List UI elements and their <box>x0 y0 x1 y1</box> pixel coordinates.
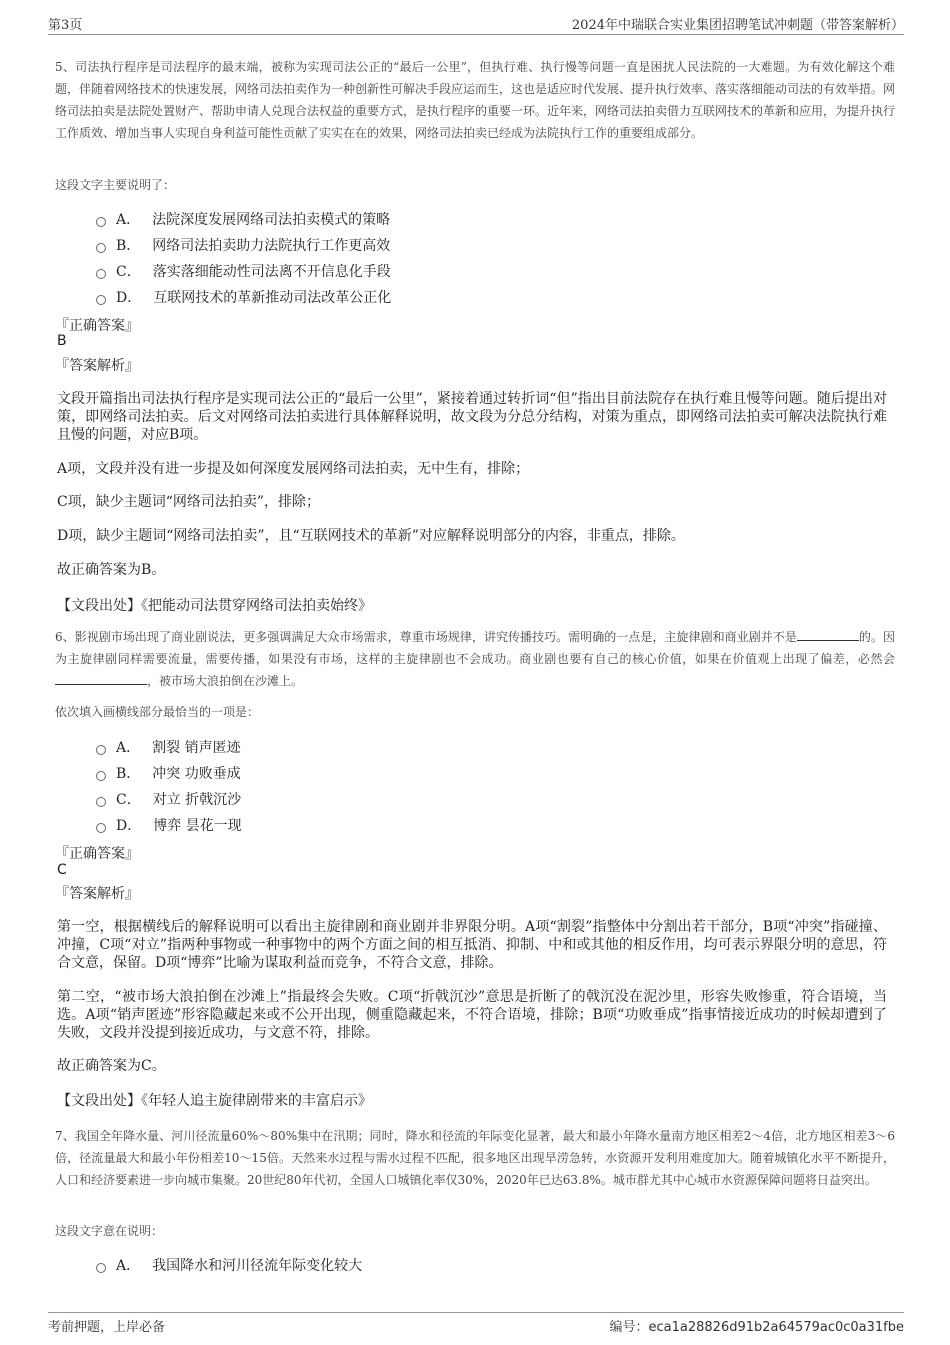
option-text: 网络司法拍卖助力法院执行工作更高效 <box>152 238 391 254</box>
option-letter: D． <box>116 818 142 834</box>
code-value: eca1a28826d91b2a64579ac0c0a31fbe <box>648 1320 904 1335</box>
radio-icon[interactable] <box>96 295 106 305</box>
q5-option-c[interactable] <box>96 260 391 282</box>
source-line <box>57 595 372 615</box>
source-title: 《把能动司法贯穿网络司法拍卖始终》 <box>141 598 372 614</box>
question-5-text: 5、司法执行程序是司法程序的最末端，被称为实现司法公正的“最后一公里”，但执行难、执行慢等问题一直是困扰人民法院的一大难题。为有效化解这个难题，伴随着网络技术的快速发展，网络司法拍卖作为一种创新性可解决手段应运而生，这也是适应时代发展、提升执行效率、落实落细能动司法的有效举措。网络司法拍卖是法院处置财产、帮助申请人兑现合法权益的重要方式，是执行程序的重要一环。近年来，网络司法拍卖借力互联网技术的革新和应用，为提升执行工作质效、增加当事人实现自身利益可能性贡献了实实在在的效果，网络司法拍卖已经成为法院执行工作的重要组成部分。 <box>55 60 896 140</box>
page-header <box>48 12 904 35</box>
analysis-label: 『答案解析』 <box>55 358 139 374</box>
q6-option-a[interactable] <box>96 736 241 758</box>
option-text: 冲突 功败垂成 <box>152 766 241 782</box>
question-7-text: 7、我国全年降水量、河川径流量60%～80%集中在汛期；同时，降水和径流的年际变化显著，最大和最小年降水量南方地区相差2～4倍，北方地区相差3～6倍，径流量最大和最小年份相差10～15倍。天然来水过程与需水过程不匹配，很多地区出现旱涝急转，水资源开发利用难度加大。随着城镇化水平不断提升，人口和经济要素进一步向城市集聚。20世纪80年代初，全国人口城镇化率仅30%，2020年已达63.8%。城市群尤其中心城市水资源保障问题将日益突出。 <box>55 1129 895 1187</box>
radio-icon[interactable] <box>96 771 106 781</box>
analysis-paragraph: 文段开篇指出司法执行程序是实现司法公正的“最后一公里”，紧接着通过转折词“但”指出目前法院存在执行难且慢等问题。随后提出对策，即网络司法拍卖。后文对网络司法拍卖进行具体解释说明，故文段为分总分结构，对策为重点，即网络司法拍卖可解决法院执行难且慢的问题，对应B项。 <box>57 391 887 443</box>
option-letter: D． <box>116 290 142 306</box>
option-letter: C． <box>116 264 141 280</box>
question-6-text <box>55 626 895 692</box>
document-code <box>610 1316 905 1335</box>
option-letter: A． <box>116 1258 141 1274</box>
option-letter: A． <box>116 212 141 228</box>
question-text-part: ，被市场大浪拍倒在沙滩上。 <box>147 674 304 688</box>
radio-icon[interactable] <box>96 823 106 833</box>
footer-slogan: 考前押题，上岸必备 <box>48 1320 166 1335</box>
analysis-paragraph: 第一空，根据横线后的解释说明可以看出主旋律剧和商业剧并非界限分明。A项“割裂”指整体中分割出若干部分，B项“冲突”指碰撞、冲撞，C项“对立”指两种事物或一种事物中的两个方面之间的相互抵消、抑制、中和或其他的相反作用，均可表示界限分明的意思，符合文意，保留。D项“博弈”比喻为谋取利益而竞争，不符合文意，排除。 <box>57 919 887 971</box>
radio-icon[interactable] <box>96 745 106 755</box>
fill-blank-2 <box>55 672 147 685</box>
code-label: 编号： <box>609 1320 649 1335</box>
q7-option-a[interactable] <box>96 1254 362 1276</box>
analysis-paragraph: A项，文段并没有进一步提及如何深度发展网络司法拍卖，无中生有，排除； <box>57 461 530 477</box>
option-text: 对立 折戟沉沙 <box>152 792 242 808</box>
analysis-label: 『答案解析』 <box>55 886 139 902</box>
option-letter: C． <box>116 792 141 808</box>
q6-option-d[interactable] <box>96 814 242 836</box>
option-letter: B． <box>116 766 141 782</box>
radio-icon[interactable] <box>96 269 106 279</box>
analysis-paragraph: C项，缺少主题词“网络司法拍卖”，排除； <box>57 494 321 510</box>
page-footer <box>48 1312 904 1335</box>
question-text-part: 6、影视剧市场出现了商业剧说法，更多强调满足大众市场需求，尊重市场规律，讲究传播技巧。需明确的一点是，主旋律剧和商业剧并不是 <box>55 630 797 644</box>
option-text: 我国降水和河川径流年际变化较大 <box>152 1258 363 1274</box>
question-5-prompt: 这段文字主要说明了： <box>55 178 176 192</box>
option-text: 博弈 昙花一现 <box>153 818 242 834</box>
source-prefix: 【文段出处】 <box>57 1093 141 1109</box>
fill-blank-1 <box>797 628 859 641</box>
correct-answer-label: 『正确答案』 <box>55 846 139 862</box>
option-text: 互联网技术的革新推动司法改革公正化 <box>153 290 392 306</box>
q5-option-b[interactable] <box>96 234 390 256</box>
q6-option-c[interactable] <box>96 788 241 810</box>
radio-icon[interactable] <box>96 797 106 807</box>
correct-answer-label: 『正确答案』 <box>55 318 139 334</box>
question-text-part: 的。因为主旋律剧同样需要流量，需要传播，如果没有市场，这样的主旋律剧也不会成功。商业剧也要有自己的核心价值，如果在价值观上出现了偏差，必然会 <box>55 630 895 666</box>
page-number: 第3页 <box>48 18 83 33</box>
option-text: 落实落细能动性司法离不开信息化手段 <box>152 264 391 280</box>
correct-answer-value: B <box>57 333 67 349</box>
question-7-prompt: 这段文字意在说明： <box>55 1224 164 1238</box>
source-prefix: 【文段出处】 <box>57 598 141 614</box>
analysis-conclusion: 故正确答案为B。 <box>57 562 166 578</box>
option-text: 割裂 销声匿迹 <box>152 740 241 756</box>
source-line <box>57 1090 372 1110</box>
option-letter: A． <box>116 740 141 756</box>
analysis-paragraph: D项，缺少主题词“网络司法拍卖”，且“互联网技术的革新”对应解释说明部分的内容，非重点，排除。 <box>57 528 685 544</box>
radio-icon[interactable] <box>96 217 106 227</box>
source-title: 《年轻人追主旋律剧带来的丰富启示》 <box>141 1093 372 1109</box>
correct-answer-value: C <box>57 862 67 878</box>
q5-option-d[interactable] <box>96 286 391 308</box>
option-letter: B． <box>116 238 141 254</box>
option-text: 法院深度发展网络司法拍卖模式的策略 <box>152 212 391 228</box>
radio-icon[interactable] <box>96 243 106 253</box>
document-title: 2024年中瑞联合实业集团招聘笔试冲刺题（带答案解析） <box>571 18 904 33</box>
question-6-prompt: 依次填入画横线部分最恰当的一项是： <box>55 705 260 719</box>
radio-icon[interactable] <box>96 1263 106 1273</box>
analysis-paragraph: 第二空，“被市场大浪拍倒在沙滩上”指最终会失败。C项“折戟沉沙”意思是折断了的戟沉没在泥沙里，形容失败惨重，符合语境，当选。A项“销声匿迹”形容隐藏起来或不公开出现，侧重隐藏起来，不符合语境，排除；B项“功败垂成”指事情接近成功的时候却遭到了失败，文段并没提到接近成功，与文意不符，排除。 <box>57 989 887 1041</box>
analysis-conclusion: 故正确答案为C。 <box>57 1058 166 1074</box>
q6-option-b[interactable] <box>96 762 241 784</box>
q5-option-a[interactable] <box>96 208 390 230</box>
